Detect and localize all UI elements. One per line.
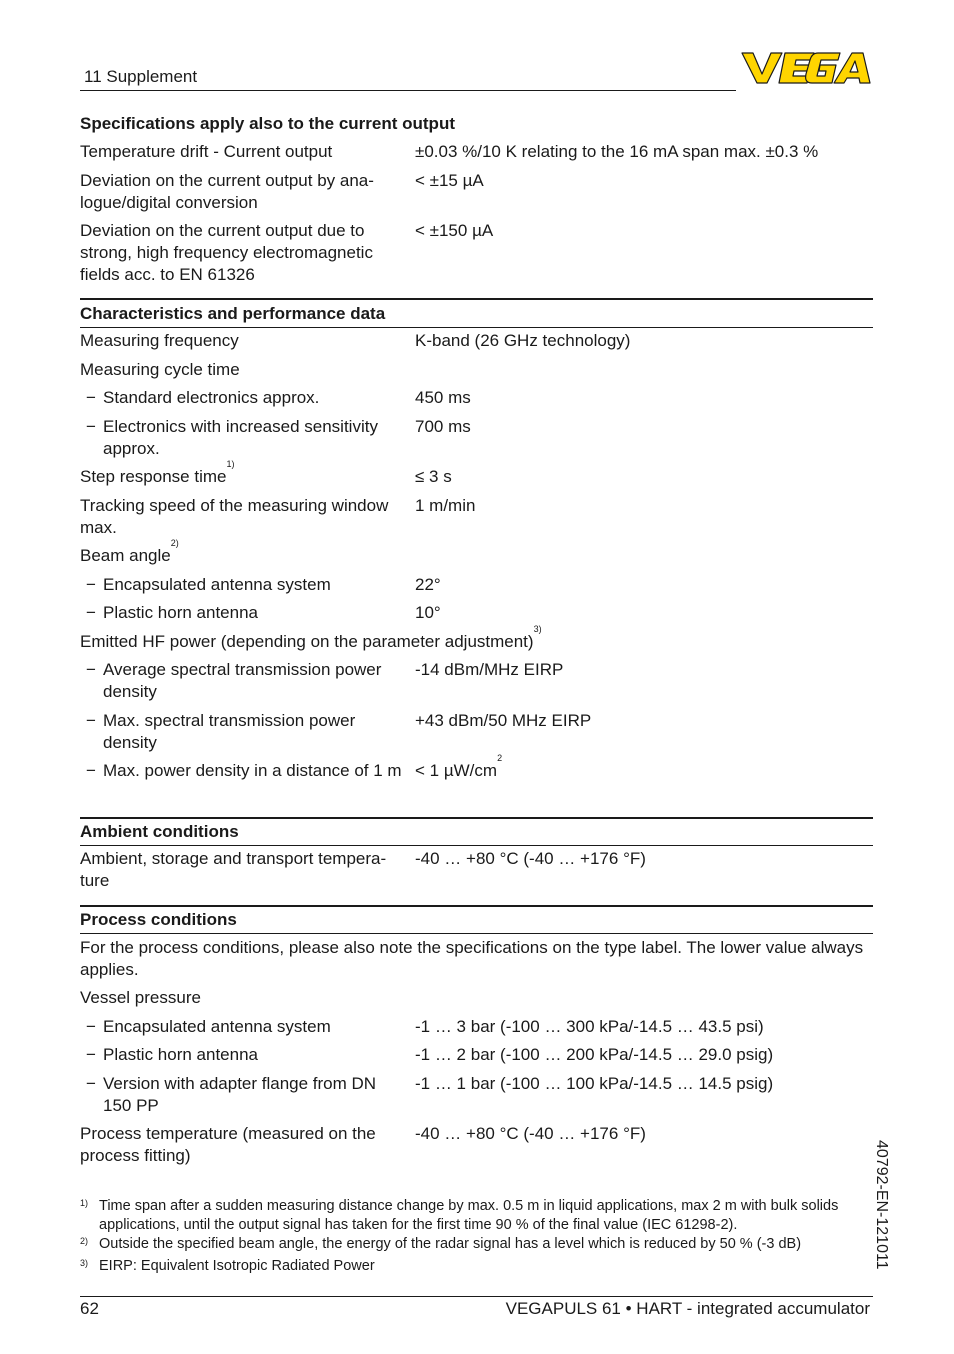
spec-group-label: Vessel pressure (80, 988, 201, 1007)
emitted-power-label: Emitted HF power (depending on the parameter adjustment) (80, 632, 534, 651)
spec-value: ±0.03 %/10 K relating to the 16 mA span max. ±0.3 % (415, 142, 819, 161)
footnote-text: Outside the specified beam angle, the energy of the radar signal has a level which is reduced by 50 % (-3 dB) (99, 1236, 802, 1252)
ambient-heading: Ambient conditions (80, 822, 239, 841)
footnote-text: Time span after a sudden measuring distance change by max. 0.5 m in liquid applications, max 2 m with bulk solids applications, until the output signal has taken for the first time 90 % of the final value (IEC 61298-2). (99, 1198, 839, 1233)
footnote-number: 1) (80, 1198, 89, 1208)
footnote-ref: 2) (170, 538, 179, 548)
spec-group-label (80, 538, 410, 567)
spec-value: < ±15 µA (415, 171, 484, 190)
footnote-text: EIRP: Equivalent Isotropic Radiated Power (99, 1258, 375, 1274)
spec-value: -40 … +80 °C (-40 … +176 °F) (415, 849, 646, 868)
footnote-ref: 1) (226, 459, 235, 469)
beam-angle-label: Beam angle (80, 546, 171, 565)
footnote-ref: 3) (533, 624, 542, 634)
spec-value: -14 dBm/MHz EIRP (415, 660, 564, 679)
spec-value: -40 … +80 °C (-40 … +176 °F) (415, 1124, 646, 1143)
spec-label: Deviation on the current output due to strong, high frequency electromagnetic fields acc. to EN 61326 (80, 221, 373, 284)
spec-label: Measuring frequency (80, 331, 239, 350)
spec-value: 22° (415, 575, 441, 594)
characteristics-heading: Characteristics and performance data (80, 304, 386, 323)
spec-label: − Average spectral transmission power density (86, 659, 406, 703)
footnote-number: 2) (80, 1236, 89, 1246)
spec-value: < ±150 µA (415, 221, 494, 240)
spec-label: − Electronics with increased sensitivity approx. (86, 416, 406, 460)
spec-label: − Encapsulated antenna system (86, 1016, 406, 1038)
spec-label: − Max. power density in a distance of 1 m (86, 760, 406, 782)
spec-group-label (80, 624, 870, 653)
section-label: 11 Supplement (84, 67, 198, 86)
spec-value: +43 dBm/50 MHz EIRP (415, 711, 592, 730)
spec-value (415, 753, 503, 782)
spec-label: Process temperature (measured on the process fitting) (80, 1124, 376, 1165)
current-output-heading: Specifications apply also to the current output (80, 114, 455, 133)
spec-label: Deviation on the current output by ana-logue/digital conversion (80, 171, 374, 212)
unit-exponent: 2 (497, 753, 503, 763)
section-divider (80, 817, 873, 819)
spec-value: -1 … 1 bar (-100 … 100 kPa/-14.5 … 14.5 psig) (415, 1074, 774, 1093)
spec-group-label: Measuring cycle time (80, 360, 240, 379)
spec-value: ≤ 3 s (415, 467, 452, 486)
spec-value: K-band (26 GHz technology) (415, 331, 631, 350)
power-density-value: < 1 µW/cm (415, 761, 498, 780)
step-response-label: Step response time (80, 467, 227, 486)
section-divider (80, 905, 873, 907)
spec-value: -1 … 2 bar (-100 … 200 kPa/-14.5 … 29.0 psig) (415, 1045, 774, 1064)
section-divider (80, 933, 873, 934)
spec-label: − Plastic horn antenna (86, 1044, 406, 1066)
spec-label: − Standard electronics approx. (86, 387, 406, 409)
header-divider (80, 90, 736, 91)
spec-label: Ambient, storage and transport tempera-ture (80, 849, 387, 890)
spec-value: 700 ms (415, 417, 471, 436)
document-title: VEGAPULS 61 • HART - integrated accumulator (505, 1299, 870, 1318)
footnote-number: 3) (80, 1258, 89, 1268)
spec-value: 10° (415, 603, 441, 622)
spec-label: − Version with adapter flange from DN 150 PP (86, 1073, 406, 1117)
spec-label: − Plastic horn antenna (86, 602, 406, 624)
spec-label: − Encapsulated antenna system (86, 574, 406, 596)
spec-label (80, 459, 410, 488)
vega-logo (740, 50, 872, 86)
spec-label: Tracking speed of the measuring window max. (80, 496, 389, 537)
page-number: 62 (80, 1299, 99, 1318)
spec-label: Temperature drift - Current output (80, 142, 333, 161)
section-divider (80, 298, 873, 300)
footer-divider (80, 1296, 873, 1297)
process-heading: Process conditions (80, 910, 237, 929)
section-divider (80, 327, 873, 328)
spec-label: − Max. spectral transmission power density (86, 710, 406, 754)
section-divider (80, 845, 873, 846)
process-intro: For the process conditions, please also note the specifications on the type label. The lower value always applies. (80, 938, 864, 979)
spec-value: -1 … 3 bar (-100 … 300 kPa/-14.5 … 43.5 psi) (415, 1017, 764, 1036)
spec-value: 450 ms (415, 388, 471, 407)
document-id: 40792-EN-121011 (873, 1140, 890, 1270)
spec-value: 1 m/min (415, 496, 476, 515)
